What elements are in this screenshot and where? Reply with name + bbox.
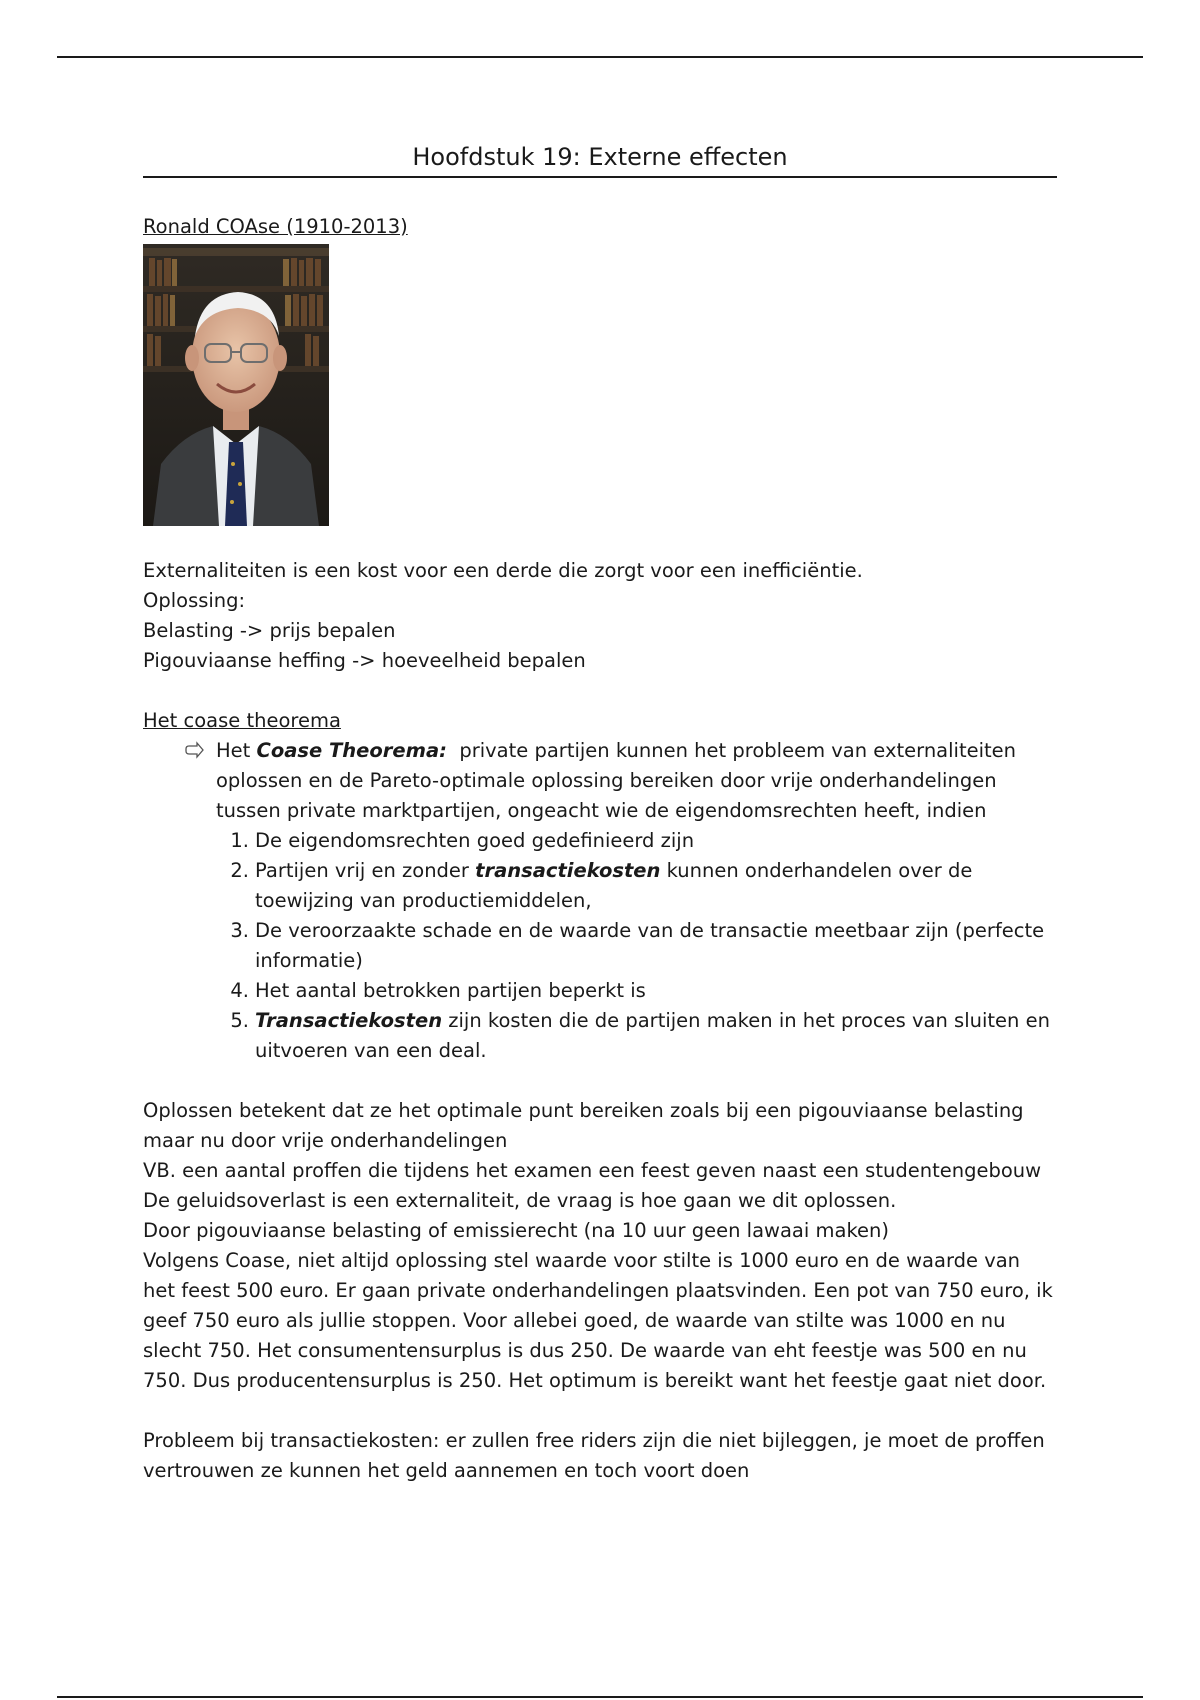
- person-heading: Ronald COAse (1910-2013): [143, 215, 408, 238]
- condition-number: 5.: [230, 1009, 249, 1032]
- explanation-block: [143, 1096, 1057, 1396]
- hollow-arrow-bullet-icon: [183, 736, 207, 766]
- document-body: [143, 142, 1057, 1486]
- conditions-list: [183, 826, 1057, 1066]
- condition-text: Partijen vrij en zonder: [255, 859, 476, 882]
- condition-item: [230, 916, 1057, 976]
- condition-number: 2.: [230, 859, 249, 882]
- condition-item: [230, 856, 1057, 916]
- condition-text: De veroorzaakte schade en de waarde van de transactie meetbaar zijn (perfecte informatie): [255, 919, 1045, 972]
- document-title: Hoofdstuk 19: Externe effecten: [143, 142, 1057, 178]
- condition-text: De eigendomsrechten goed gedefinieerd zijn: [255, 829, 695, 852]
- intro-line: Pigouviaanse heffing -> hoeveelheid bepalen: [143, 649, 586, 672]
- page-bottom-rule: [57, 1696, 1143, 1698]
- theorem-bullet: [183, 736, 1057, 1066]
- transaction-cost-paragraph: Probleem bij transactiekosten: er zullen free riders zijn die niet bijleggen, je moet de proffen vertrouwen ze kunnen het geld aannemen en toch voort doen: [143, 1429, 1045, 1482]
- condition-item: [230, 976, 1057, 1006]
- intro-block: [143, 556, 1057, 676]
- portrait-photo: [143, 244, 329, 526]
- condition-term: Transactiekosten: [255, 1009, 443, 1032]
- section-heading: Het coase theorema: [143, 709, 341, 732]
- condition-term: transactiekosten: [475, 859, 661, 882]
- transaction-cost-block: [143, 1426, 1057, 1486]
- explanation-line: Door pigouviaanse belasting of emissierecht (na 10 uur geen lawaai maken): [143, 1219, 889, 1242]
- condition-number: 1.: [230, 829, 249, 852]
- theorem-text: private partijen kunnen het probleem van externaliteiten oplossen en de Pareto-optimale oplossing bereiken door vrije onderhandelingen tussen private marktpartijen, ongeacht wie de eigendomsrechten heeft, indien: [216, 739, 1023, 822]
- intro-line: Belasting -> prijs bepalen: [143, 619, 396, 642]
- condition-text-after: zijn kosten die de partijen maken in het proces van sluiten en uitvoeren van een deal.: [255, 1009, 1057, 1062]
- intro-line: Oplossing:: [143, 589, 246, 612]
- theorem-term: Coase Theorema:: [256, 739, 447, 762]
- intro-line: Externaliteiten is een kost voor een derde die zorgt voor een inefficiëntie.: [143, 559, 863, 582]
- explanation-line: Volgens Coase, niet altijd oplossing stel waarde voor stilte is 1000 euro en de waarde van het feest 500 euro. Er gaan private onderhandelingen plaatsvinden. Een pot van 750 euro, ik geef 750 euro als jullie stoppen. Voor allebei goed, de waarde van stilte was 1000 en nu slecht 750. Het consumentensurplus is dus 250. De waarde van eht feestje was 500 en nu 750. Dus producentensurplus is 250. Het optimum is bereikt want het feestje gaat niet door.: [143, 1249, 1053, 1392]
- condition-number: 3.: [230, 919, 249, 942]
- explanation-line: De geluidsoverlast is een externaliteit, de vraag is hoe gaan we dit oplossen.: [143, 1189, 897, 1212]
- coase-section: [143, 706, 1057, 1066]
- condition-text: Het aantal betrokken partijen beperkt is: [255, 979, 646, 1002]
- theorem-bullet-list: [143, 736, 1057, 1066]
- condition-item: [230, 1006, 1057, 1066]
- condition-number: 4.: [230, 979, 249, 1002]
- condition-text-after: kunnen onderhandelen over de toewijzing van productiemiddelen,: [255, 859, 979, 912]
- condition-item: [230, 826, 1057, 856]
- theorem-prefix: Het: [216, 739, 257, 762]
- explanation-line: Oplossen betekent dat ze het optimale punt bereiken zoals bij een pigouviaanse belasting maar nu door vrije onderhandelingen: [143, 1099, 1024, 1152]
- explanation-line: VB. een aantal proffen die tijdens het examen een feest geven naast een studentengebouw: [143, 1159, 1042, 1182]
- page-top-rule: [57, 56, 1143, 58]
